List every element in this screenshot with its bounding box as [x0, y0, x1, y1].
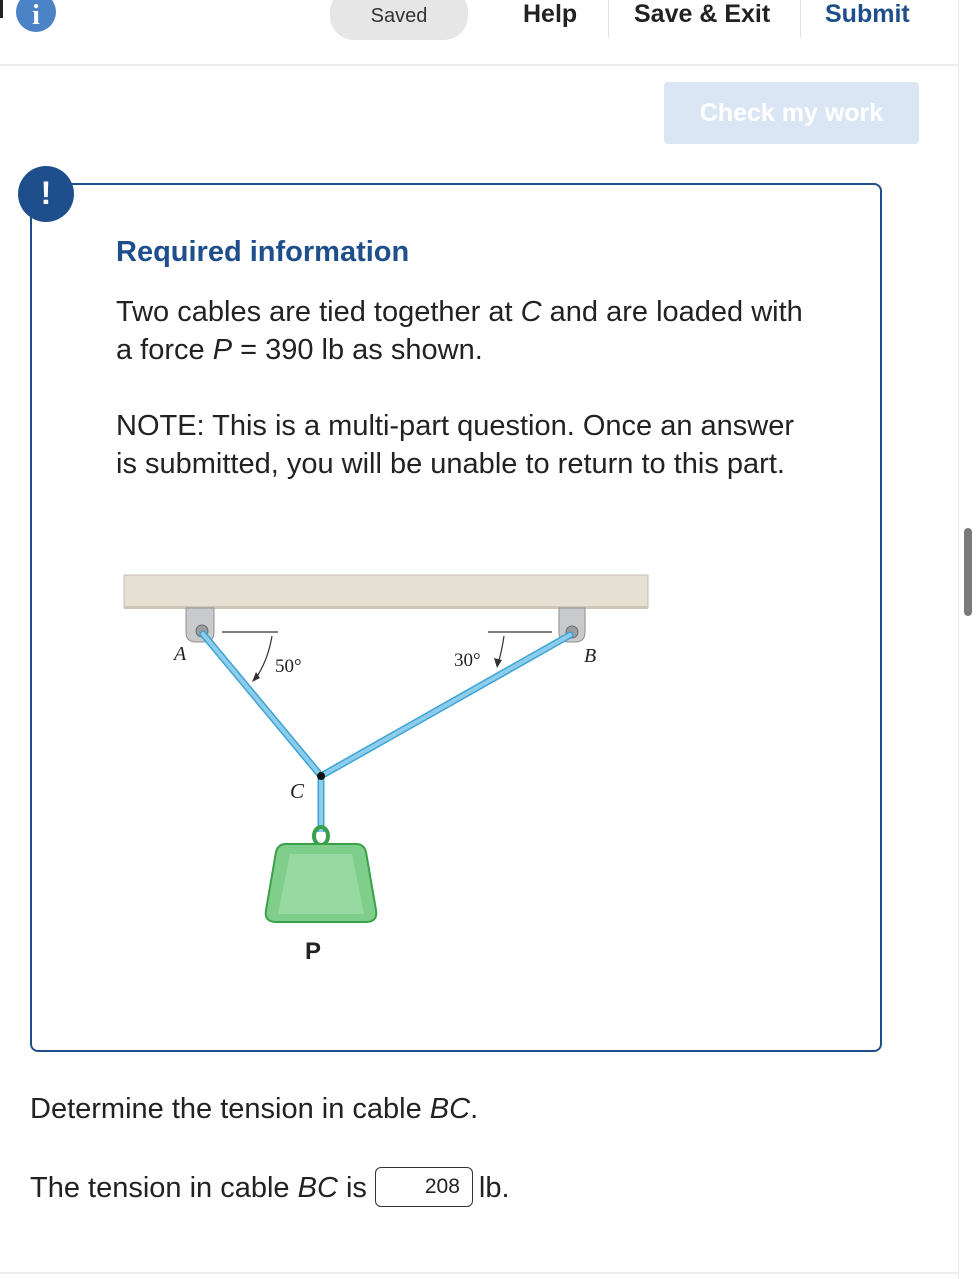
- divider: [800, 0, 801, 38]
- cable-var: BC: [297, 1172, 338, 1204]
- scrollbar-track[interactable]: [958, 0, 976, 1279]
- scrollbar-thumb[interactable]: [964, 528, 972, 616]
- alert-icon: !: [18, 166, 74, 222]
- submit-button[interactable]: Submit: [825, 0, 910, 28]
- check-my-work-button[interactable]: Check my work: [664, 82, 919, 144]
- answer-text: is: [337, 1172, 367, 1204]
- bottom-divider: [0, 1272, 958, 1274]
- saved-status-badge: Saved: [330, 0, 468, 40]
- joint-c: [317, 772, 325, 780]
- answer-row: [30, 1168, 510, 1214]
- required-info-title: Required information: [116, 236, 410, 268]
- question-text: .: [470, 1093, 479, 1125]
- statement-text: and are loaded with a force: [116, 296, 803, 366]
- window-edge: [0, 0, 3, 18]
- label-p: P: [305, 938, 322, 965]
- statement-text: Two cables are tied together at: [116, 296, 521, 328]
- tension-answer-input[interactable]: 208: [375, 1167, 473, 1207]
- label-a: A: [174, 643, 187, 665]
- info-glyph: i: [32, 0, 40, 31]
- top-bar: [0, 0, 958, 66]
- save-exit-button[interactable]: Save & Exit: [634, 0, 771, 28]
- label-c: C: [290, 779, 305, 803]
- force-p-var: P: [212, 334, 233, 366]
- multipart-note: NOTE: This is a multi-part question. Once an answer is submitted, you will be unable to return to this part.: [116, 410, 795, 480]
- angle-arc-a: [256, 636, 272, 678]
- question-prompt: [30, 1093, 478, 1126]
- divider: [608, 0, 609, 38]
- help-button[interactable]: Help: [523, 0, 578, 28]
- cable-var: BC: [429, 1093, 471, 1125]
- cable-bc-fill: [321, 635, 570, 776]
- cable-diagram: [118, 570, 658, 970]
- problem-statement: [116, 293, 816, 369]
- question-text: Determine the tension in cable: [30, 1093, 430, 1125]
- point-c-var: C: [520, 296, 542, 328]
- angle-arrow-b: [494, 658, 502, 668]
- angle-label-a: 50°: [275, 656, 302, 677]
- label-b: B: [584, 645, 597, 667]
- answer-text: The tension in cable: [30, 1172, 298, 1204]
- angle-label-b: 30°: [454, 650, 481, 671]
- weight-highlight: [278, 854, 364, 914]
- statement-text: = 390 lb as shown.: [232, 334, 483, 366]
- info-icon[interactable]: [16, 0, 56, 32]
- cable-ac-fill: [203, 634, 321, 776]
- unit-label: lb.: [478, 1172, 510, 1204]
- ceiling-beam: [124, 575, 648, 608]
